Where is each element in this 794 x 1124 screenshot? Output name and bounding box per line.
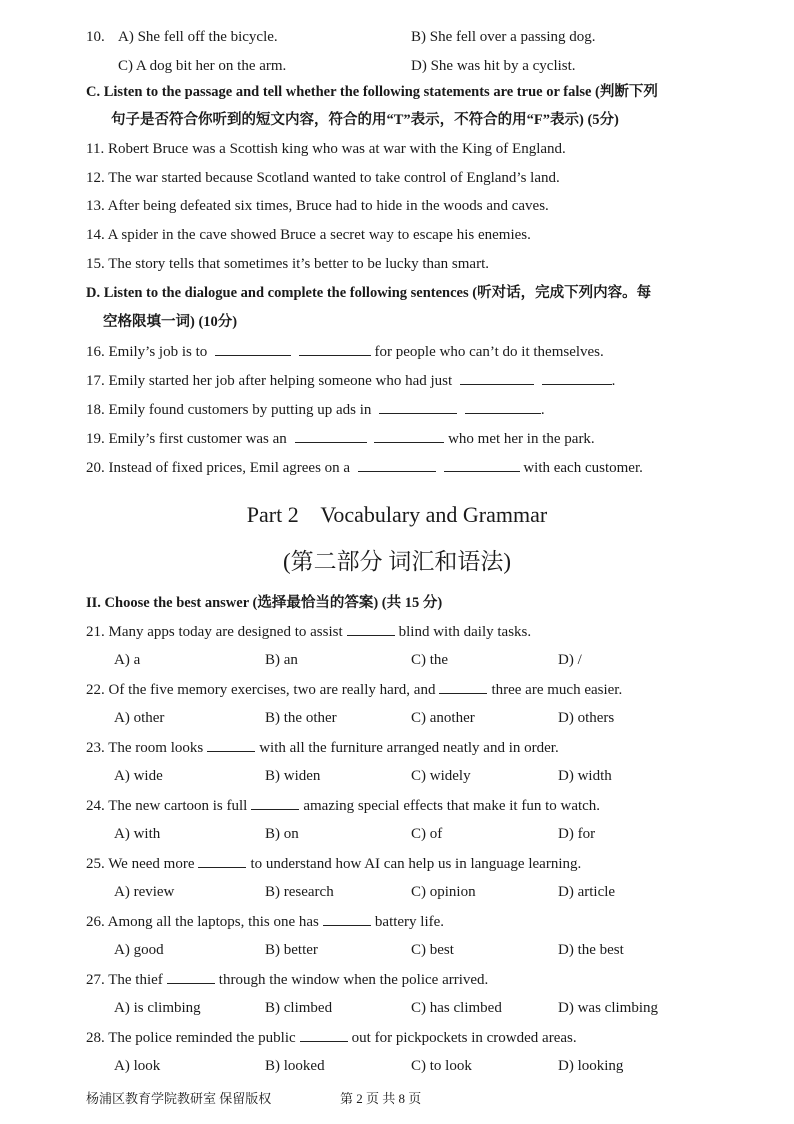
q26-option-c[interactable]: C) best bbox=[411, 942, 454, 958]
q20-text-after: with each customer. bbox=[523, 460, 643, 476]
q26-option-b[interactable]: B) better bbox=[265, 942, 318, 958]
q21-option-d[interactable]: D) / bbox=[558, 652, 582, 668]
q25-stem bbox=[86, 853, 581, 874]
q20-blank-2[interactable] bbox=[444, 457, 520, 472]
q16-blank-2[interactable] bbox=[299, 341, 371, 356]
q26-stem bbox=[86, 911, 444, 932]
q22-option-d[interactable]: D) others bbox=[558, 710, 615, 726]
q18-blank-2[interactable] bbox=[465, 399, 541, 414]
q21-option-b[interactable]: B) an bbox=[265, 652, 298, 668]
q26-blank[interactable] bbox=[323, 911, 371, 926]
q27-stem bbox=[86, 969, 488, 990]
q26-option-d[interactable]: D) the best bbox=[558, 942, 624, 958]
q28-text-before: 28. The police reminded the public bbox=[86, 1030, 296, 1046]
section-ii-heading: II. Choose the best answer (选择最恰当的答案) (共 15 分) bbox=[86, 595, 443, 611]
q23-option-c[interactable]: C) widely bbox=[411, 768, 471, 784]
q21-blank[interactable] bbox=[347, 621, 395, 636]
q28-option-b[interactable]: B) looked bbox=[265, 1058, 325, 1074]
q12-statement: 12. The war started because Scotland wanted to take control of England’s land. bbox=[86, 170, 560, 186]
q24-text-before: 24. The new cartoon is full bbox=[86, 798, 248, 814]
q22-option-c[interactable]: C) another bbox=[411, 710, 475, 726]
q19-blank-1[interactable] bbox=[295, 428, 367, 443]
q28-option-a[interactable]: A) look bbox=[114, 1058, 161, 1074]
q23-option-a[interactable]: A) wide bbox=[114, 768, 163, 784]
section-c-heading-line1: C. Listen to the passage and tell whether the following statements are true or false (判断下列 bbox=[86, 84, 658, 100]
q25-option-b[interactable]: B) research bbox=[265, 884, 334, 900]
q26-text-after: battery life. bbox=[374, 914, 445, 930]
q27-option-d[interactable]: D) was climbing bbox=[558, 1000, 658, 1016]
q23-option-b[interactable]: B) widen bbox=[265, 768, 321, 784]
q24-option-a[interactable]: A) with bbox=[114, 826, 161, 842]
q24-blank[interactable] bbox=[251, 795, 299, 810]
q20-text-before: 20. Instead of fixed prices, Emil agrees on a bbox=[86, 460, 351, 476]
q10-option-d: D) She was hit by a cyclist. bbox=[411, 58, 576, 74]
q10-number: 10. bbox=[86, 29, 105, 45]
q20-blank-1[interactable] bbox=[358, 457, 436, 472]
q22-option-b[interactable]: B) the other bbox=[265, 710, 337, 726]
q17-text-after: . bbox=[611, 373, 616, 389]
q25-text-before: 25. We need more bbox=[86, 856, 195, 872]
q19-sentence bbox=[86, 428, 595, 449]
q28-option-c[interactable]: C) to look bbox=[411, 1058, 472, 1074]
q19-blank-2[interactable] bbox=[374, 428, 444, 443]
q14-statement: 14. A spider in the cave showed Bruce a secret way to escape his enemies. bbox=[86, 227, 531, 243]
q24-option-b[interactable]: B) on bbox=[265, 826, 299, 842]
q28-text-after: out for pickpockets in crowded areas. bbox=[351, 1030, 577, 1046]
q21-option-a[interactable]: A) a bbox=[114, 652, 141, 668]
q17-sentence bbox=[86, 370, 615, 391]
q19-text-before: 19. Emily’s first customer was an bbox=[86, 431, 287, 447]
q24-text-after: amazing special effects that make it fun to watch. bbox=[303, 798, 601, 814]
q23-blank[interactable] bbox=[207, 737, 255, 752]
q28-stem bbox=[86, 1027, 577, 1048]
q21-text-after: blind with daily tasks. bbox=[398, 624, 532, 640]
section-d-heading-line2: 空格限填一词) (10分) bbox=[103, 314, 238, 330]
q23-stem bbox=[86, 737, 559, 758]
q25-option-c[interactable]: C) opinion bbox=[411, 884, 476, 900]
part2-title: Part 2 Vocabulary and Grammar bbox=[246, 502, 548, 527]
q10-option-a: A) She fell off the bicycle. bbox=[118, 29, 278, 45]
q25-option-d[interactable]: D) article bbox=[558, 884, 616, 900]
q17-blank-1[interactable] bbox=[460, 370, 534, 385]
q27-option-a[interactable]: A) is climbing bbox=[114, 1000, 201, 1016]
q10-option-b: B) She fell over a passing dog. bbox=[411, 29, 596, 45]
q22-text-before: 22. Of the five memory exercises, two are really hard, and bbox=[86, 682, 436, 698]
q22-stem bbox=[86, 679, 622, 700]
q25-blank[interactable] bbox=[198, 853, 246, 868]
q16-sentence bbox=[86, 341, 604, 362]
q20-sentence bbox=[86, 457, 643, 478]
section-c-heading-line2: 句子是否符合你听到的短文内容，符合的用“T”表示，不符合的用“F”表示) (5分) bbox=[111, 112, 619, 128]
q16-text-before: 16. Emily’s job is to bbox=[86, 344, 208, 360]
q19-text-after: who met her in the park. bbox=[448, 431, 595, 447]
q22-option-a[interactable]: A) other bbox=[114, 710, 165, 726]
q25-text-after: to understand how AI can help us in language learning. bbox=[250, 856, 582, 872]
q18-blank-1[interactable] bbox=[379, 399, 457, 414]
q24-stem bbox=[86, 795, 600, 816]
q27-option-b[interactable]: B) climbed bbox=[265, 1000, 333, 1016]
footer-copyright: 杨浦区教育学院教研室 保留版权 bbox=[86, 1091, 272, 1106]
q27-option-c[interactable]: C) has climbed bbox=[411, 1000, 502, 1016]
q17-text-before: 17. Emily started her job after helping someone who had just bbox=[86, 373, 453, 389]
q21-text-before: 21. Many apps today are designed to assist bbox=[86, 624, 343, 640]
part2-subtitle: (第二部分 词汇和语法) bbox=[282, 549, 512, 574]
q26-option-a[interactable]: A) good bbox=[114, 942, 164, 958]
q11-statement: 11. Robert Bruce was a Scottish king who was at war with the King of England. bbox=[86, 141, 566, 157]
q22-blank[interactable] bbox=[439, 679, 487, 694]
q27-blank[interactable] bbox=[167, 969, 215, 984]
q23-text-after: with all the furniture arranged neatly and in order. bbox=[259, 740, 559, 756]
q16-blank-1[interactable] bbox=[215, 341, 291, 356]
q27-text-after: through the window when the police arrived. bbox=[218, 972, 489, 988]
section-d-heading-line1: D. Listen to the dialogue and complete the following sentences (听对话，完成下列内容。每 bbox=[86, 285, 652, 301]
q21-stem bbox=[86, 621, 531, 642]
q28-option-d[interactable]: D) looking bbox=[558, 1058, 624, 1074]
q27-text-before: 27. The thief bbox=[86, 972, 163, 988]
q24-option-c[interactable]: C) of bbox=[411, 826, 443, 842]
q25-option-a[interactable]: A) review bbox=[114, 884, 175, 900]
q16-text-after: for people who can’t do it themselves. bbox=[374, 344, 604, 360]
q21-option-c[interactable]: C) the bbox=[411, 652, 449, 668]
q24-option-d[interactable]: D) for bbox=[558, 826, 596, 842]
q15-statement: 15. The story tells that sometimes it’s better to be lucky than smart. bbox=[86, 256, 489, 272]
q23-option-d[interactable]: D) width bbox=[558, 768, 612, 784]
q18-text-after: . bbox=[540, 402, 545, 418]
q18-text-before: 18. Emily found customers by putting up ads in bbox=[86, 402, 372, 418]
q28-blank[interactable] bbox=[300, 1027, 348, 1042]
q18-sentence bbox=[86, 399, 545, 420]
q13-statement: 13. After being defeated six times, Bruce had to hide in the woods and caves. bbox=[86, 198, 549, 214]
q23-text-before: 23. The room looks bbox=[86, 740, 204, 756]
q26-text-before: 26. Among all the laptops, this one has bbox=[86, 914, 319, 930]
q22-text-after: three are much easier. bbox=[491, 682, 623, 698]
footer-page-number: 第 2 页 共 8 页 bbox=[340, 1091, 422, 1106]
q10-option-c: C) A dog bit her on the arm. bbox=[118, 58, 287, 74]
q17-blank-2[interactable] bbox=[542, 370, 612, 385]
